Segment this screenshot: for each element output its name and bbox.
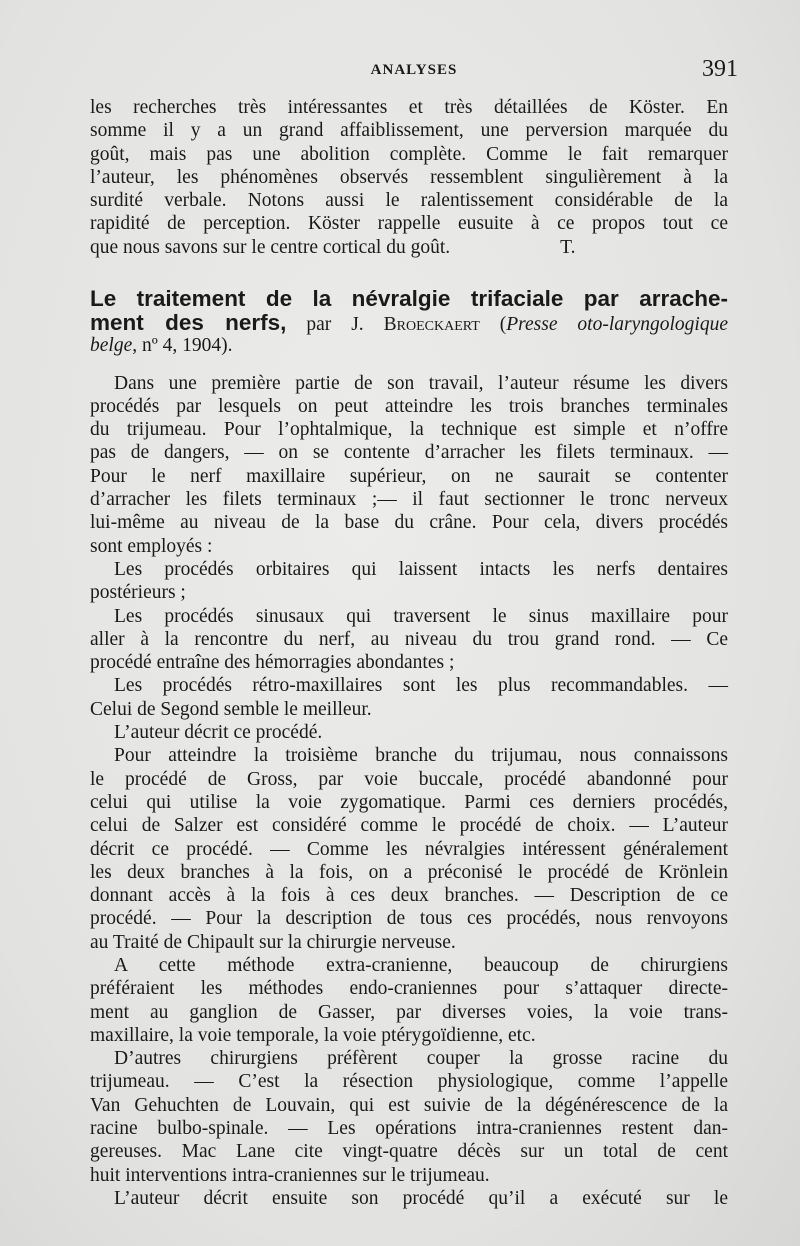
text-line: procédés par lesquels on peut atteindre les trois branches terminales (90, 395, 728, 417)
text-line: Les procédés sinusaux qui traversent le sinus maxillaire pour (114, 605, 728, 627)
journal-name: Presse oto-laryngologique (506, 313, 728, 335)
text-line: goût, mais pas une abolition complète. Comme le fait remarquer (90, 143, 728, 165)
article-title-line-2 (90, 311, 728, 335)
text-line: pas de dangers, — on se contente d’arracher les filets terminaux. — (90, 442, 728, 464)
journal-open: ( (479, 313, 507, 335)
text-line: D’autres chirurgiens préfèrent couper la grosse racine du (114, 1048, 728, 1070)
text-line: celui qui utilise la voie zygomatique. Parmi ces derniers procédés, (90, 791, 728, 813)
text-line: trijumeau. — C’est la résection physiologique, comme l’appelle (90, 1071, 728, 1093)
text-line: Celui de Segond semble le meilleur. (90, 698, 372, 720)
page-number: 391 (702, 56, 738, 82)
text-line: sont employés : (90, 535, 213, 557)
text-line: huit interventions intra-craniennes sur le trijumeau. (90, 1164, 490, 1186)
paragraph (90, 721, 728, 744)
text-line: les recherches très intéressantes et très détaillées de Köster. En (90, 97, 728, 118)
heading-gap (90, 358, 728, 372)
text-line: somme il y a un grand affaiblissement, une perversion marquée du (90, 120, 728, 142)
article-title-line-3 (90, 334, 728, 358)
paragraph (90, 954, 728, 1047)
article-title-line-1: Le traitement de la névralgie trifaciale par arrache- (90, 286, 728, 312)
text-line: l’auteur, les phénomènes observés ressemblent singulièrement à la (90, 166, 728, 188)
section-title: ANALYSES (370, 62, 458, 78)
text-line: aller à la rencontre du nerf, au niveau du trou grand rond. — Ce (90, 628, 728, 650)
text-line: gereuses. Mac Lane cite vingt-quatre décès sur un total de cent (90, 1141, 728, 1163)
text-line: maxillaire, la voie temporale, la voie ptérygoïdienne, etc. (90, 1024, 536, 1046)
text-line: Dans une première partie de son travail, l’auteur résume les divers (114, 372, 728, 394)
journal-name-end: belge (90, 335, 133, 357)
paragraph (90, 674, 728, 721)
text-line: postérieurs ; (90, 582, 186, 604)
text-line: Les procédés rétro-maxillaires sont les plus recommandables. — (114, 675, 728, 697)
running-head (90, 58, 738, 84)
text-line: lui-même au niveau de la base du crâne. Pour cela, divers procédés (90, 512, 728, 534)
text-line: celui de Salzer est considéré comme le procédé de choix. — L’auteur (90, 815, 728, 837)
text-line: d’arracher les filets terminaux ;— il faut sectionner le tronc nerveux (90, 489, 728, 511)
text-line: L’auteur décrit ce procédé. (114, 722, 323, 744)
article-title-end: ment des nerfs, (90, 309, 287, 335)
text-line: Les procédés orbitaires qui laissent intacts les nerfs dentaires (114, 558, 728, 580)
paragraph (90, 744, 728, 954)
text-line: A cette méthode extra-cranienne, beaucoup de chirurgiens (114, 955, 728, 976)
text-line: procédé. — Pour la description de tous ces procédés, nous renvoyons (90, 908, 728, 930)
text-line: Pour atteindre la troisième branche du trijumau, nous connaissons (114, 745, 728, 767)
paragraph (90, 558, 728, 605)
text-line: L’auteur décrit ensuite son procédé qu’il a exécuté sur le (114, 1187, 728, 1209)
paragraph (90, 1187, 728, 1210)
paragraph (90, 1047, 728, 1187)
article-heading (90, 287, 728, 358)
text-line: le procédé de Gross, par voie buccale, procédé abandonné pour (90, 768, 728, 790)
text-line: ment au ganglion de Gasser, par diverses voies, la voie trans- (90, 1001, 728, 1023)
text-line: au Traité de Chipault sur la chirurgie nerveuse. (90, 931, 456, 953)
text-line: Pour le nerf maxillaire supérieur, on ne saurait se contenter (90, 465, 728, 487)
text-line: donnant accès à la fois à ces deux branches. — Description de ce (90, 885, 728, 907)
text-line: les deux branches à la fois, on a préconisé le procédé de Krönlein (90, 861, 728, 883)
text-line: rapidité de perception. Köster rappelle eusuite à ce propos tout ce (90, 213, 728, 235)
paragraph (90, 605, 728, 675)
previous-article-tail (90, 96, 728, 259)
page-body (90, 96, 728, 1210)
text-line: Van Gehuchten de Louvain, qui est suivie de la dégénérescence de la (90, 1094, 728, 1116)
text-line: décrit ce procédé. — Comme les névralgies intéressent généralement (90, 838, 728, 860)
author-name: Broeckaert (383, 313, 480, 335)
text-line: surdité verbale. Notons aussi le ralentissement considérable de la (90, 190, 728, 212)
section-gap (90, 259, 728, 287)
article-text (90, 372, 728, 1211)
text-line: que nous savons sur le centre cortical du goût. T. (90, 236, 576, 258)
paragraph (90, 372, 728, 558)
text-line: du trijumeau. Pour l’ophtalmique, la technique est simple et n’offre (90, 419, 728, 441)
text-line: préféraient les méthodes endo-craniennes pour s’attaquer directe- (90, 978, 728, 1000)
journal-issue: , nº 4, 1904). (132, 335, 233, 357)
text-line: racine bulbo-spinale. — Les opérations intra-craniennes restent dan- (90, 1118, 728, 1140)
text-line: procédé entraîne des hémorragies abondantes ; (90, 652, 455, 674)
author-prefix: par J. (286, 313, 384, 335)
reviewer-signature: T. (560, 236, 576, 258)
